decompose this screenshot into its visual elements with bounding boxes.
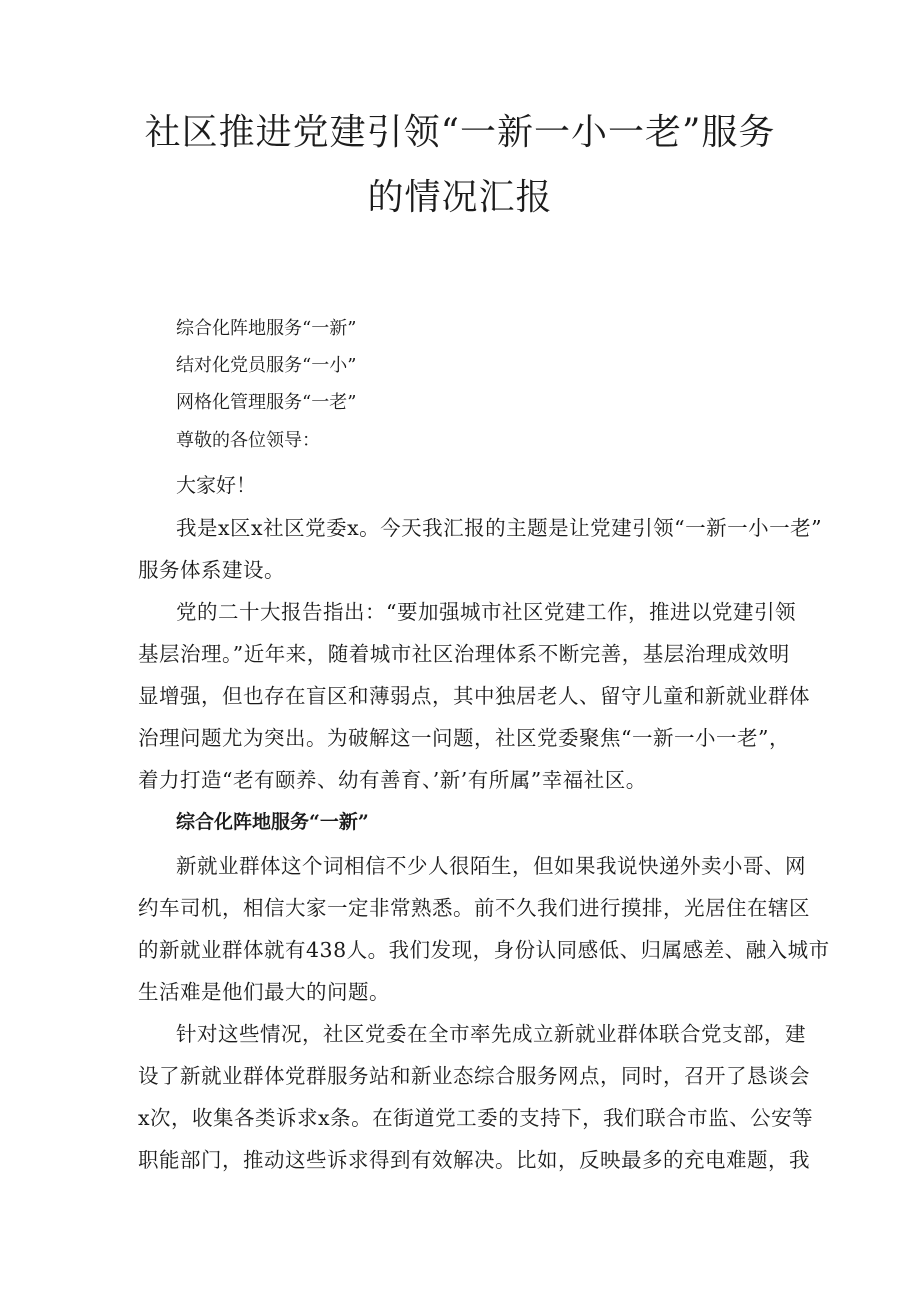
background-line-5: 着力打造“老有颐养、幼有善育、’新’有所属”幸福社区。 — [138, 768, 647, 792]
salutation: 尊敬的各位领导： — [176, 430, 320, 451]
background-line-4: 治理问题尤为突出。为破解这一问题，社区党委聚焦“一新一小一老”， — [138, 726, 790, 750]
background-line-2: 基层治理。”近年来，随着城市社区治理体系不断完善，基层治理成效明 — [138, 642, 790, 666]
background-line-1: 党的二十大报告指出：“要加强城市社区党建工作，推进以党建引领 — [176, 600, 796, 624]
new-workers-line-4: 生活难是他们最大的问题。 — [138, 980, 390, 1004]
measures-line-3: x次，收集各类诉求x条。在街道党工委的支持下，我们联合市监、公安等 — [138, 1106, 814, 1130]
toc-item-small: 结对化党员服务“一小” — [176, 355, 357, 376]
intro-line-1: 我是x区x社区党委x。今天我汇报的主题是让党建引领“一新一小一老” — [176, 516, 823, 540]
measures-line-4: 职能部门，推动这些诉求得到有效解决。比如，反映最多的充电难题，我 — [138, 1148, 810, 1172]
toc-item-new: 综合化阵地服务“一新” — [176, 318, 357, 339]
new-workers-line-3: 的新就业群体就有438人。我们发现，身份认同感低、归属感差、融入城市 — [138, 938, 830, 962]
toc-item-old: 网格化管理服务“一老” — [176, 392, 357, 413]
new-workers-line-1: 新就业群体这个词相信不少人很陌生，但如果我说快递外卖小哥、网 — [176, 854, 806, 878]
greeting: 大家好！ — [176, 473, 256, 497]
document-title-line1: 社区推进党建引领“一新一小一老”服务 — [144, 112, 776, 153]
section-heading-new: 综合化阵地服务“一新” — [176, 811, 369, 833]
measures-line-1: 针对这些情况，社区党委在全市率先成立新就业群体联合党支部，建 — [176, 1022, 806, 1046]
intro-line-2: 服务体系建设。 — [138, 558, 285, 582]
new-workers-line-2: 约车司机，相信大家一定非常熟悉。前不久我们进行摸排，光居住在辖区 — [138, 896, 810, 920]
document-title-line2: 的情况汇报 — [367, 177, 553, 218]
measures-line-2: 设了新就业群体党群服务站和新业态综合服务网点，同时，召开了恳谈会 — [138, 1064, 810, 1088]
background-line-3: 显增强，但也存在盲区和薄弱点，其中独居老人、留守儿童和新就业群体 — [138, 684, 810, 708]
